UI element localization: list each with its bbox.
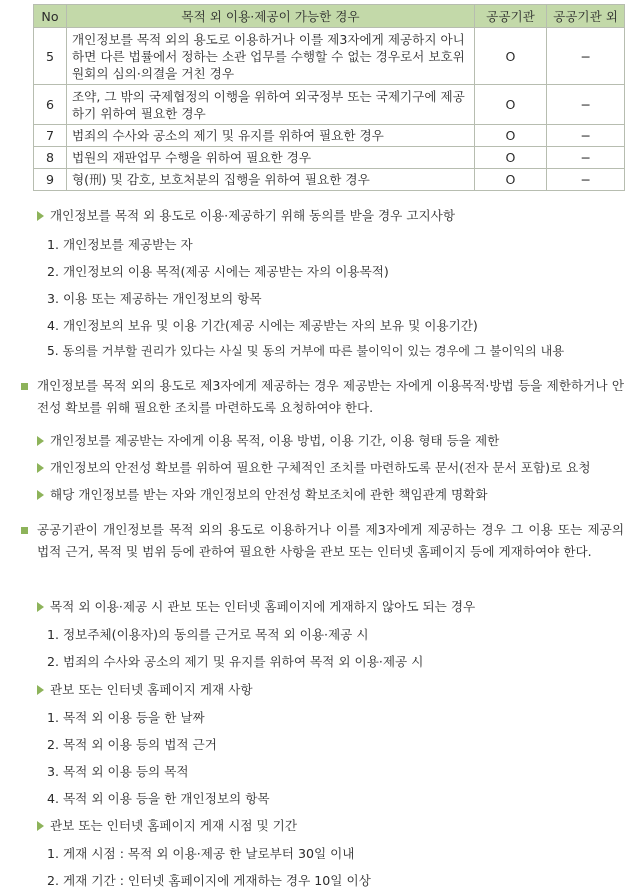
square-bullet-icon [21,527,28,534]
triangle-bullet-icon [37,821,44,831]
col-header-private: 공공기관 외 [547,5,625,28]
purpose-table [33,4,625,191]
row-public: O [475,28,547,85]
row-text: 형(刑) 및 감호, 보호처분의 집행을 위하여 필요한 경우 [67,169,475,191]
row-public: O [475,169,547,191]
section2-point: 해당 개인정보를 받는 자와 개인정보의 안전성 확보조치에 관한 책임관계 명확화 [37,484,488,503]
row-no: 9 [34,169,67,191]
section1-heading: 개인정보를 목적 외 용도로 이용·제공하기 위해 동의를 받을 경우 고지사항 [37,205,455,224]
list-item: 1. 정보주체(이용자)의 동의를 근거로 목적 외 이용·제공 시 [47,627,369,642]
col-header-public: 공공기관 [475,5,547,28]
row-no: 6 [34,85,67,125]
section3-group-heading: 관보 또는 인터넷 홈페이지 게재 시점 및 기간 [37,815,297,834]
col-header-case: 목적 외 이용·제공이 가능한 경우 [67,5,475,28]
triangle-bullet-icon [37,436,44,446]
row-private: − [547,125,625,147]
triangle-bullet-icon [37,211,44,221]
table-row [34,85,625,125]
row-public: O [475,125,547,147]
list-item: 5. 동의를 거부할 권리가 있다는 사실 및 동의 거부에 따른 불이익이 있는 경우에 그 불이익의 내용 [47,344,565,358]
list-item: 1. 목적 외 이용 등을 한 날짜 [47,710,205,725]
triangle-bullet-icon [37,685,44,695]
list-item: 3. 목적 외 이용 등의 목적 [47,764,189,779]
section2-point: 개인정보의 안전성 확보를 위하여 필요한 구체적인 조치를 마련하도록 문서(전자 문서 포함)로 요청 [37,457,590,476]
list-item: 4. 목적 외 이용 등을 한 개인정보의 항목 [47,791,270,806]
square-bullet-icon [21,383,28,390]
row-text: 법원의 재판업무 수행을 위하여 필요한 경우 [67,147,475,169]
row-private: − [547,85,625,125]
col-header-no: No [34,5,67,28]
section3-group-heading: 관보 또는 인터넷 홈페이지 게재 사항 [37,679,253,698]
list-item: 2. 개인정보의 이용 목적(제공 시에는 제공받는 자의 이용목적) [47,264,389,279]
section3-paragraph: 공공기관이 개인정보를 목적 외의 용도로 이용하거나 이를 제3자에게 제공하는 경우 그 이용 또는 제공의 법적 근거, 목적 및 범위 등에 관하여 필요한 사항을 관보 또는 인터넷 홈페이지 등에 게재하여야 한다. [37,522,624,559]
row-private: − [547,147,625,169]
list-item: 1. 개인정보를 제공받는 자 [47,237,193,252]
table-row [34,147,625,169]
row-private: − [547,28,625,85]
list-item: 4. 개인정보의 보유 및 이용 기간(제공 시에는 제공받는 자의 보유 및 이용기간) [47,318,478,333]
section3-group-heading: 목적 외 이용·제공 시 관보 또는 인터넷 홈페이지에 게재하지 않아도 되는 경우 [37,596,475,615]
table-row [34,125,625,147]
list-item: 3. 이용 또는 제공하는 개인정보의 항목 [47,291,262,306]
section2-point: 개인정보를 제공받는 자에게 이용 목적, 이용 방법, 이용 기간, 이용 형태 등을 제한 [37,430,499,449]
row-private: − [547,169,625,191]
triangle-bullet-icon [37,463,44,473]
list-item: 1. 게재 시점 : 목적 외 이용·제공 한 날로부터 30일 이내 [47,846,355,861]
table-header-row [34,5,625,28]
row-public: O [475,147,547,169]
triangle-bullet-icon [37,490,44,500]
list-item: 2. 범죄의 수사와 공소의 제기 및 유지를 위하여 목적 외 이용·제공 시 [47,654,424,669]
list-item: 2. 목적 외 이용 등의 법적 근거 [47,737,217,752]
list-item: 2. 게재 기간 : 인터넷 홈페이지에 게재하는 경우 10일 이상 [47,873,371,888]
row-text: 범죄의 수사와 공소의 제기 및 유지를 위하여 필요한 경우 [67,125,475,147]
row-text: 조약, 그 밖의 국제협정의 이행을 위하여 외국정부 또는 국제기구에 제공하기 위하여 필요한 경우 [67,85,475,125]
table-row [34,28,625,85]
table-row [34,169,625,191]
row-no: 5 [34,28,67,85]
row-no: 7 [34,125,67,147]
triangle-bullet-icon [37,602,44,612]
row-text: 개인정보를 목적 외의 용도로 이용하거나 이를 제3자에게 제공하지 아니하면 다른 법률에서 정하는 소관 업무를 수행할 수 없는 경우로서 보호위원회의 심의·의결을 거친 경우 [67,28,475,85]
row-no: 8 [34,147,67,169]
section2-paragraph: 개인정보를 목적 외의 용도로 제3자에게 제공하는 경우 제공받는 자에게 이용목적·방법 등을 제한하거나 안전성 확보를 위해 필요한 조치를 마련하도록 요청하여야 한다. [37,378,624,415]
row-public: O [475,85,547,125]
